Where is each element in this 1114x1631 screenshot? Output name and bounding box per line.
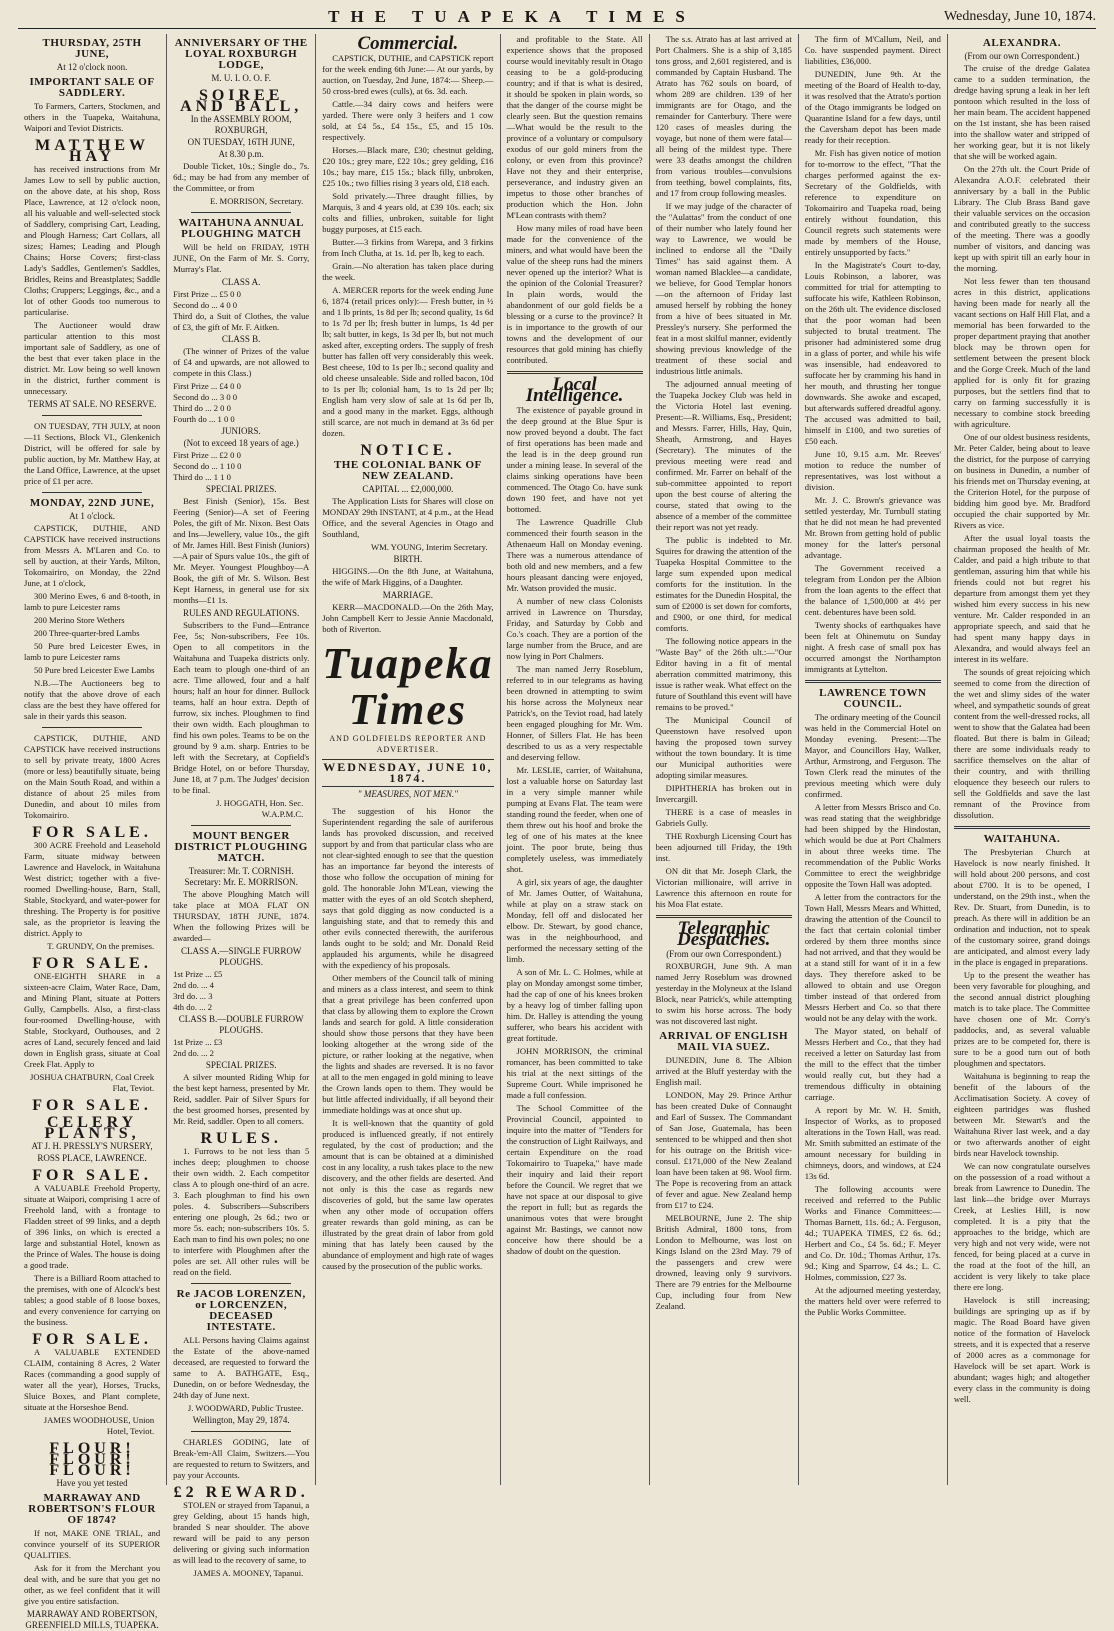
divider <box>954 826 1090 829</box>
article-paragraph: After the usual loyal toasts the chairman proposed the health of Mr. Calder, and paid a high tribute to that gentleman, assuring him that while his friends could not but regret his departure from amongst them yet they wished him every success in his new venture. Mr. Calder responded in an appropriate speech, and said that he had spent many happy days in Alexandra, and would always feel an interest in its welfare. <box>953 533 1090 664</box>
soiree-tickets: Double Ticket, 10s.; Single do., 7s. 6d.; may be had from any member of the Committee, or from <box>173 161 310 193</box>
article-paragraph: Havelock is still increasing; buildings are springing up as if by magic. The Road Board have given notice of the formation of Havelock streets, and it is expected that a reserve of 2000 acres as a commonage for Havelock will be set apart. Work is abundant; wages high; and altogether every class in the community is doing well. <box>953 1295 1090 1404</box>
prize-line: 3rd do. ... 3 <box>173 991 213 1001</box>
prize-line: 2nd do. ... 2 <box>173 1048 214 1058</box>
lodge-order: M. U. I. O. O. F. <box>211 73 271 83</box>
column-5 <box>650 34 799 1485</box>
article-paragraph: If we may judge of the character of the "Aulattas" from the conduct of one of their number who lately found her way to Lawrence, we would be inclined to endorse all the "Daily Times" has said against them. A woman named Blacklee—a candidate, we believe, for Good Templar honors—on the afternoon of Friday last amused herself by robbing the honey from a hive of bees situated in Mr. Pressley's nursery. She performed the feat in a most skilful manner, evidently showing previous knowledge of the treatment of these social and industrious little animals. <box>655 201 792 376</box>
prize-line: First Prize ... £4 0 0 <box>173 381 241 391</box>
waitahuna-heading: WAITAHUNA. <box>983 833 1061 845</box>
soiree-time: At 8.30 p.m. <box>218 149 264 159</box>
column-6 <box>799 34 948 1485</box>
article-paragraph: Sold privately.—Three draught fillies, by Marquis, 3 and 4 years old, at £39 10s. each; six colts and fillies, unbroken, suitable for light buggy purposes, at £15 each. <box>322 191 494 234</box>
reward-heading: £2 REWARD. <box>173 1484 309 1501</box>
claim-for-sale: A VALUABLE EXTENDED CLAIM, containing 8 Acres, 2 Water Races (commanding a good supply of water all the year), Horses, Trucks, Sluice Boxes, and Plant complete, situate at the Horseshoe Bend. <box>24 1347 161 1412</box>
capstick-text: CAPSTICK, DUTHIE, AND CAPSTICK have received instructions from Messrs A. M'Laren and Co. to sell by auction, at their Yards, Milton, Tokomairiro, on Monday, the 22nd June, at 1 o'clock, <box>24 523 161 588</box>
article-paragraph: A letter from the contractors for the Town Hall, Messrs Mears and Whitted, drawing the attention of the Council to the fact that certain colonial timber ordered by them three months since had not arrived, and that they would be at a stand still for want of it in a few days. They therefore asked to be allowed to obtain and use Oregon timber instead of that ordered from Messrs Herbert and Co. so that there would not be any delay with the work. <box>804 892 941 1023</box>
article-paragraph: THE Roxburgh Licensing Court has been adjourned till Friday, the 19th inst. <box>655 831 792 863</box>
flour-question: Have you yet tested <box>56 1478 128 1488</box>
editorial-paragraph: The suggestion of his Honor the Superintendent regarding the sale of auriferous lands has provoked discussion, and received support by and from that particular class who are not clear-sighted enough to see that the question has an importance far beyond the interests of those who follow the occupation of mining for gold. The honorable John M'Lean, viewing the matter with the eyes of an old Scotch shepherd, says that gold digging as now conducted is a languishing state, and that to remedy this and other evils connected therewith, the auriferous lands ought to be sold; and Mr. Donald Reid applauded his arguments, while he disagreed with the expediency of his proposals. <box>322 806 494 970</box>
bank-heading: THE COLONIAL BANK OF NEW ZEALAND. <box>333 459 482 482</box>
flour-firm: MARRAWAY AND ROBERTSON'S FLOUR OF 1874? <box>28 1492 156 1526</box>
section-heading-telegraphic: Telegraphic Despatches. <box>676 918 771 950</box>
celery-heading: CELERY PLANTS, <box>44 1114 140 1142</box>
article-paragraph: The ordinary meeting of the Council was held in the Commercial Hotel on Monday evening. Present:—The Mayor, and Councillors Hay, Walker, Arthur, Armstrong, and Ferguson. The Town Clerk read the minutes of the previous meeting which were duly confirmed. <box>804 712 941 799</box>
article-paragraph: A girl, six years of age, the daughter of Mr. James Outter, of Waitahuna, while at play on a straw stack on Monday, fell off and dislocated her elbow. Dr. Stewart, by good chance, was in the neighbourhood, and performed the necessary setting of the limb. <box>506 877 643 964</box>
section-subheading: (From our own Correspondent.) <box>964 51 1080 61</box>
section-heading-local: Local Intelligence. <box>525 374 624 406</box>
article-paragraph: Waitahuna is beginning to reap the benefit of the labours of the Acclimatisation Society. A covey of eighteen partridges was flushed between Mr. Stewart's and the Waitahuna River last week, and a day or two afterwards another of eight birds near Havelock township. <box>953 1071 1090 1158</box>
article-paragraph: MELBOURNE, June 2. The ship British Admiral, 1800 tons, from London to Melbourne, was lost on Kings Island on the 23rd May. 79 of the passengers and crew were drowned, leaving only 9 survivors. There are 79 entries for the Melbourne Cup, including four from New Zealand. <box>655 1213 792 1311</box>
article-paragraph: The man named Jerry Roseblum, referred to in our telegrams as having been drowned in attempting to swim his horse across the Molyneux near Patrick's, on the Teviot road, had lately been engaged ploughing for Mr. Wm. Honner, of Sillers Flat. He has been described to us as a very respectable and deserving fellow. <box>506 664 643 762</box>
class-heading: CLASS B. <box>221 334 261 344</box>
article-paragraph: A son of Mr. L. C. Holmes, while at play on Monday amongst some timber, had the cap of one of his knees broken by a heavy log of timber falling upon him. Dr. Halley is attending the young sufferer, who bears his accident with great fortitude. <box>506 967 643 1043</box>
advertiser-signature: WM. YOUNG, Interim Secretary. <box>370 542 488 552</box>
issue-date: Wednesday, June 10, 1874. <box>944 9 1096 24</box>
article-paragraph: The cruise of the dredge Galatea came to a sudden termination, the dredge having sprung a leak in her left pontoon which resulted in the loss of her main beam. The accident happened on the 1st instant, she has been raised into the shallow water and stripped of her working gear, but it is not likely that she will be worked again. <box>953 63 1090 161</box>
advertiser-signature: J. HOGGATH, Hon. Sec. W.A.P.M.C. <box>216 798 304 819</box>
bank-capital: CAPITAL ... £2,000,000. <box>362 484 454 494</box>
lodge-heading: ANNIVERSARY OF THE LOYAL ROXBURGH LODGE, <box>174 37 308 71</box>
article-paragraph: In the Magistrate's Court to-day, Louis Robinson, a laborer, was committed for trial for attempting to suffocate his wife, Kathleen Robinson, on the 26th ult. The evidence disclosed that the poor woman had been subjected to brutal treatment. The prisoner had administered some drug in a glass of porter, and while his wife was insensible, had endeavored to suffocate her by cramming his hand in her mouth, and thrusting her tongue downwards. She awoke and escaped, but afterwards suffered dreadful agony. The accused was admitted to bail, himself in £100, and two sureties of £50 each. <box>804 260 941 446</box>
masthead-motto: " MEASURES, NOT MEN." <box>357 789 458 799</box>
birth-heading: BIRTH. <box>393 554 423 564</box>
sheep-lot: 300 Merino Ewes, 6 and 8-tooth, in lamb to pure Leicester rams <box>24 591 161 612</box>
article-paragraph: A. MERCER reports for the week ending June 6, 1874 (retail prices only):— Fresh butter, in ½ and 1 lb prints, 1s 8d per lb; second quality, 1s 6d to 1s 7d per lb; fresh butter in lumps, 1s 4d per lb; salt butter, in kegs, 1s 3d per lb, but not much asked after, excepting orders. The supply of fresh butter has fallen off very considerably this week. Best cheese, 10d to 1s per lb.; second quality and old cheese unsaleable. Side and rolled bacon, 10d to 1s per lb; colonial ham, 1s to 1s 2d per lb; English ham very slow of sale at 1s 6d per lb, and a good many in the market. Eggs, although still scarce, are not much in demand at 3s 6d per dozen. <box>322 285 494 438</box>
article-paragraph: The Lawrence Quadrille Club commenced their fourth season in the Athenaeum Hall on Monday evening. There was a numerous attendance of both old and new members, and a few hours pleasant dancing were enjoyed, Mr. Watson provided the music. <box>506 517 643 593</box>
july-sale: ON TUESDAY, 7TH JULY, at noon—11 Sections, Block VI., Glenkenich District, will be offered for sale by public auction, by Mr. Matthew Hay, at the Land Office, Lawrence, at the upset price of £1 per acre. <box>24 421 161 486</box>
flour-heading: FLOUR! FLOUR! FLOUR! <box>49 1440 135 1479</box>
advertiser-signature: JAMES WOODHOUSE, Union Hotel, Teviot. <box>43 1415 155 1436</box>
saddlery-text: has received instructions from Mr James Low to sell by public auction, on the above date, at his shop, Ross Place, Lawrence, at 12 o'clock noon, all his valuable and well-selected stock of Saddlery, comprising Cart, Leading, and Plough Harness; Cart Collars, all sizes; Hames; Leading and Plough Chains; Horse Covers; first-class Lady's Saddles, Gentlemen's Saddles, Bridles, Reins and Breastplates; Saddle Cloths; Cruppers; Leggings, &c., and a lot of other Goods too numerous to particularise. <box>24 164 161 317</box>
arrival-heading: ARRIVAL OF ENGLISH MAIL VIA SUEZ. <box>659 1030 789 1053</box>
article-paragraph: DIPHTHERIA has broken out in Invercargill. <box>655 783 792 804</box>
sale-time: At 12 o'clock noon. <box>56 62 128 72</box>
prize-line: 1st Prize ... £3 <box>173 1037 223 1047</box>
sale-terms: TERMS AT SALE. NO RESERVE. <box>27 399 157 409</box>
editorial-paragraph: It is well-known that the quantity of gold produced is influenced greatly, if not entirely regulated, by the cost of production; and the amount that is can be obtained at a diminished cost in any locality, a rush takes place to the new discovery, and the other fields are deserted. And not only is this the case as regards new discoveries of gold, but the same law operates when any other mode of occupation offers greater rewards than gold mining, as can be illustrated by the great drain of labor from gold mining that has lately been caused by the abundance of employment and high rate of wages caused by the prosecution of the public works. <box>322 1118 494 1271</box>
article-paragraph: Mr. LESLIE, carrier, of Waitahuna, lost a valuable horse on Saturday last in a very simple manner while pumping at Evans Flat. The team were standing round the feeder, when one of them threw out his hoof and broke the leg of one of his mates at the knee joint. The poor brute, being thus completely useless, was immediately shot. <box>506 765 643 874</box>
prize-line: First Prize ... £2 0 0 <box>173 450 241 460</box>
article-paragraph: The adjourned annual meeting of the Tuapeka Jockey Club was held in the Victoria Hotel last evening. Present:—R. Williams, Esq., President; and Messrs. Farrer, Hills, Hay, Quin, Sheath, Armstrong, and Hayes (Secretary). The minutes of the previous meeting were read and confirmed. Mr. Farrer on behalf of the sub-committee appointed to report upon the best course of altering the course, stated that owing to the absence of a member of the committee their report was not yet ready. <box>655 379 792 532</box>
flour-trial: If not, MAKE ONE TRIAL, and convince yourself of its SUPERIOR QUALITIES. <box>24 1528 161 1560</box>
column-1 <box>18 34 167 1630</box>
article-paragraph: DUNEDIN, June 9th. At the meeting of the Board of Health to-day, it was resolved that the Atrato's portion of the Otago immigrants be lodged on Quarantine Island for a few days, until the Caversham depot has been made ready for their reception. <box>804 69 941 145</box>
column-2 <box>167 34 316 1578</box>
article-paragraph: The Government received a telegram from London per the Albion from the loan agents to the effect that the balance of 1,500,000 at 4½ per cent. debentures have been sold. <box>804 563 941 617</box>
article-paragraph: A report by Mr. W. H. Smith, Inspector of Works, as to proposed alterations in the Town Hall, was read. Mr. Smith submitted an estimate of the amount necessary for building in chimneys, doors, and windows, at £24 13s 6d. <box>804 1105 941 1181</box>
article-paragraph: ON dit that Mr. Joseph Clark, the Victorian millionaire, will arrive in Lawrence this afternoon en route for his Moa Flat estate. <box>655 866 792 909</box>
article-paragraph: LONDON, May 29. Prince Arthur has been created Duke of Connaught and Earl of Sussex. The Commandant of San Jose, Guatemala, has been sentenced to be whipped and then shot for his outrage on the British vice-consul. £171,000 of the New Zealand loan have been taken at 98. Wool firm. The Pope is recovering from an attack of fever and ague. New Zealand hemp from £17 to £24. <box>655 1090 792 1210</box>
notice-heading: NOTICE. <box>360 442 456 459</box>
ploughing-heading: WAITAHUNA ANNUAL PLOUGHING MATCH <box>178 217 304 240</box>
article-paragraph: Cattle.—34 dairy cows and heifers were yarded. There were only 3 heifers and 1 cow sold, at £4 5s., £4 15s., £5, and 15 10s. respectively. <box>322 99 494 142</box>
article-paragraph: The firm of M'Callum, Neil, and Co. have suspended payment. Direct liabilities, £36,000. <box>804 34 941 66</box>
marriage-text: KERR—MACDONALD.—On the 26th May, John Campbell Kerr to Jessie Annie Macdonald, both of Riverton. <box>322 602 494 634</box>
class-heading: CLASS B.—DOUBLE FURROW PLOUGHS. <box>178 1014 304 1035</box>
sheep-lot: 50 Pure bred Leicester Ewes, in lamb to pure Leicester rams <box>24 641 161 662</box>
section-subheading: (From our own Correspondent.) <box>666 949 782 959</box>
sheep-lot: 50 Pure bred Leicester Ewe Lambs <box>34 665 155 675</box>
monday-sale-date: MONDAY, 22ND JUNE, <box>29 497 155 509</box>
estate-text: ALL Persons having Claims against the Estate of the above-named deceased, are requested to forward the same to A. BATHGATE, Esq., Dunedin, on or before Wednesday, the 24th day of June next. <box>173 1335 310 1400</box>
for-sale-heading: FOR SALE. <box>32 955 152 972</box>
article-paragraph: JOHN MORRISON, the criminal romancer, has been committed to take his trial at the next sittings of the Supreme Court. While imprisoned he made a full confession. <box>506 1046 643 1100</box>
class-note: (The winner of Prizes of the value of £4 and upwards, are not allowed to compete in this Class.) <box>173 346 310 378</box>
birth-text: HIGGINS.—On the 8th June, at Waitahuna, the wife of Mark Higgins, of a Daughter. <box>322 566 494 587</box>
divider <box>42 727 142 728</box>
sheep-lot: 200 Merino Store Wethers <box>34 615 125 625</box>
advertiser-signature: JOSHUA CHATBURN, Coal Creek Flat, Teviot. <box>29 1072 155 1093</box>
masthead-subtitle: AND GOLDFIELDS REPORTER AND ADVERTISER. <box>329 734 487 754</box>
masthead <box>322 641 493 800</box>
flour-ask: Ask for it from the Merchant you deal with, and be sure that you get no other, as we feel confident that it will give you entire satisfaction. <box>24 1563 161 1606</box>
auctioneer-name: MATTHEW HAY <box>35 137 150 165</box>
advertiser-signature: E. MORRISON, Secretary. <box>210 196 304 206</box>
prize-line: 1st Prize ... £5 <box>173 969 223 979</box>
article-paragraph: THERE is a case of measles in Gabriels Gully. <box>655 807 792 828</box>
capstick-note: N.B.—The Auctioneers beg to notify that the above drove of each class are the best they have offered for sale in their yards this season. <box>24 678 161 721</box>
class-heading: CLASS A.—SINGLE FURROW PLOUGHS. <box>181 946 302 967</box>
rules-text: 1. Furrows to be not less than 5 inches deep; ploughmen to choose their own width. 2. Each competitor class A to plough one-third of an acre. 3. Each ploughman to find his own poles. 4. Subscribers—Subscribers entering one plough, 2s 6d.; two or more 5s. each; non-subscribers 10s. 5. Each man to find his own poles; no one to interfere with Ploughmen after the poles are set. All other rules will be read on the field. <box>173 1146 310 1277</box>
special-prizes-heading: SPECIAL PRIZES. <box>205 484 277 494</box>
divider <box>191 212 291 213</box>
prize-line: Third do ... 2 0 0 <box>173 403 231 413</box>
for-sale-heading: FOR SALE. <box>32 1097 152 1114</box>
rules-text: Subscribers to the Fund—Entrance Fee, 5s; Non-subscribers, Fee 10s. Open to all competitors in the Waitahuna and Tuapeka districts only. Each team to plough one-third of an acre. Time allowed, four and a half hours; half an hour for dinner. Bullock teams, half an hour extra. Depth of furrow, six inches. Ploughmen to find their own width. Each ploughman to find his own poles. Teams to be on the ground by 9 a.m. sharp. Entries to be left with the Secretary, at Copfield's Bridge Hotel, on or before Thursday, June 18, at 7 p.m. The Judges' decision to be final. <box>173 620 310 795</box>
article-paragraph: A number of new class Colonists arrived in Lawrence on Thursday, Friday, and Saturday by Cobb and Co.'s coach. They are a portion of the large number from the Bruce, and are now lying in Port Chalmers. <box>506 596 643 661</box>
advertiser-signature: J. WOODWARD, Public Trustee. <box>187 1403 304 1413</box>
ploughing-text: Will be held on FRIDAY, 19TH JUNE, On the Farm of Mr. S. Corry, Murray's Flat. <box>173 242 310 274</box>
saddlery-heading: IMPORTANT SALE OF SADDLERY. <box>29 76 155 99</box>
council-heading: LAWRENCE TOWN COUNCIL. <box>819 687 927 710</box>
article-paragraph: On the 27th ult. the Court Pride of Alexandra A.O.F. celebrated their anniversary by a ball in the Public Library. The Club Brass Band gave their valuable services on the occasion and contributed greatly to the success of the meeting. There was a goodly number of visitors, and dancing was kept up with spirit till an early hour in the morning. <box>953 164 1090 273</box>
page-header <box>18 6 1096 29</box>
special-prizes-text: A silver mounted Riding Whip for the best kept harness, presented by Mr. Reid, saddler. Pair of Silver Spurs for the best groomed horses, presented by Mr. Reid, saddler. Open to all comers. <box>173 1072 310 1126</box>
article-paragraph: Not less fewer than ten thousand acres in this district, applications having been made for nearly all the vacant sections on Half Hill Flat, and a memorial has been forwarded to the proper department praying that another block may be thrown open for settlement between the present block and the Gorge Creek. Much of the land applied for is only fit for grazing purposes, but the settlers find that to carry on farming successfully it is necessary to combine stock breeding with agriculture. <box>953 276 1090 429</box>
prize-line: Second do ... 1 10 0 <box>173 461 242 471</box>
columns <box>18 33 1096 1630</box>
prize-line: Second do ... 3 0 0 <box>173 392 238 402</box>
prize-line: Third do, a Suit of Clothes, the value of £3, the gift of Mr. F. Aitken. <box>173 311 310 332</box>
benger-text: The above Ploughing Match will take place at MOA FLAT ON THURSDAY, 18TH JUNE, 1874. When the following Prizes will be awarded— <box>173 889 310 943</box>
marriage-heading: MARRIAGE. <box>382 590 433 600</box>
article-paragraph: The following notice appears in the "Waste Bay" of the 26th ult.:—"Our Editor having in a fit of mental aberration committed matrimony, this issue is rather weak. What effect on the future of Southland this event will have remains to be proved." <box>655 636 792 712</box>
article-paragraph: The following accounts were received and referred to the Public Works and Finance Committees:—Thomas Barnett, 11s. 6d.; A. Ferguson, 4d.; TUAPEKA TIMES, £2 6s. 6d.; Herbert and Co., £4 5s. 6d.; F. Meyer and Co. Dr. 10d.; Thomas Arthur, 17s. 9d.; King and Sparrow, £4 4s.; L. C. Holmes, commission, £27 3s. <box>804 1184 941 1282</box>
article-paragraph: At the adjourned meeting yesterday, the matters held over were referred to the Public Works Committee. <box>804 1285 941 1317</box>
article-paragraph: The existence of payable ground in the deep ground at the Blue Spur is now proved beyond a doubt. The fact of first operations has been made and the lead is in the deep ground run under a mining lease. In several of the claims sinking operations have been commenced. The Otago Co. have sunk down 190 feet, and have not yet bottomed. <box>506 405 643 514</box>
divider <box>805 680 941 683</box>
alexandra-heading: ALEXANDRA. <box>982 37 1061 49</box>
class-note: (Not to exceed 18 years of age.) <box>183 438 299 448</box>
saddlery-note: The Auctioneer would draw particular attention to this most important sale of Saddlery, as one of the best that ever taken place in the district. Mr. Low being so well known in the district, further comment is unnecessary. <box>24 320 161 396</box>
sheep-lot: 200 Three-quarter-bred Lambs <box>34 628 140 638</box>
notice-date: Wellington, May 29, 1874. <box>192 1415 290 1425</box>
editorial-paragraph: and profitable to the State. All experience shows that the proposed course would inevitably result in Otago ceasing to be a gold-producing country; and if that is what is desired, it should be spoken in plain words, so that the danger of the course might be clearly seen. But the question remains—What would be the result to the province of a voluntary or compulsory exodus of our gold miners from the colony, or even from this province? Have not they and their enterprise, perseverance, and industry given an impetus to those other branches of production which the Hon. John M'Lean contrasts with them? <box>506 34 643 220</box>
private-treaty: CAPSTICK, DUTHIE, AND CAPSTICK have received instructions to sell by private treaty, 1800 Acres (more or less) beautifully situate, being on the Main South Road, and within a distance of about 25 miles from Dunedin, and about 10 miles from Tokomairiro. <box>24 733 161 820</box>
article-paragraph: Mr. Fish has given notice of motion for to-morrow to the effect, "That the charges performed against the ex-Secretary of the Goldfields, with reference to expenditure on Tokomairiro and Tuapeka road, being entirely without foundation, this Council regrets such statements were made by members of the House, entirely unsupported by facts." <box>804 148 941 257</box>
class-heading: JUNIORS. <box>221 426 261 436</box>
divider <box>191 1283 291 1284</box>
estate-heading: Re JACOB LORENZEN, or LORCENZEN, DECEASED INTESTATE. <box>176 1288 306 1333</box>
for-sale-heading: FOR SALE. <box>32 1331 152 1348</box>
prize-line: First Prize ... £5 0 0 <box>173 289 241 299</box>
article-paragraph: Mr. J. C. Brown's grievance was settled yesterday, Mr. Turnbull stating that he did not mean he had prevented Mr. Brown from getting hold of public money for the latter's personal advantage. <box>804 495 941 560</box>
article-paragraph: Butter.—3 firkins from Warepa, and 3 firkins from Inch Clutha, at 1s. 1d. per lb, keg to each. <box>322 237 494 258</box>
column-3 <box>316 34 500 1485</box>
masthead-date: WEDNESDAY, JUNE 10, 1874. <box>323 760 493 785</box>
prize-line: 2nd do. ... 4 <box>173 980 214 990</box>
divider <box>42 492 142 493</box>
prize-line: 4th do. ... 2 <box>173 1002 213 1012</box>
farm-for-sale: 300 ACRE Freehold and Leasehold Farm, situate midway between Lawrence and Havelock, in Waitahuna West district; together with a five-roomed Dwelling-house, Barn, Stall, Stable, Stockyard, and water-power for threshing. The Property is for positive sale, as the proprietor is leaving the district. Apply to <box>24 840 161 938</box>
column-7 <box>948 34 1096 1485</box>
nursery-name: AT J. H. PRESSLY'S NURSERY, <box>31 1141 153 1151</box>
benger-heading: MOUNT BENGER DISTRICT PLOUGHING MATCH. <box>174 830 308 864</box>
special-prizes-heading: SPECIAL PRIZES. <box>205 1060 277 1070</box>
section-heading-commercial: Commercial. <box>357 33 459 54</box>
article-paragraph: Grain.—No alteration has taken place during the week. <box>322 261 494 282</box>
soiree-heading: SOIREE AND BALL, <box>180 87 303 115</box>
soiree-date: ON TUESDAY, 16TH JUNE, <box>187 137 295 147</box>
benger-officers: Treasurer: Mr. T. CORNISH. Secretary: Mr. E. MORRISON. <box>184 866 298 887</box>
share-for-sale: ONE-EIGHTH SHARE in a sixteen-acre Claim, Water Race, Dam, and Mining Plant, situate at Potters Gully, Campbells. Also, a first-class four-roomed Dwelling-house, with Stable, Stockyard, Outhouses, and 2 acres of Land, securely fenced and laid down in English grass, situate at Coal Creek Flat. Apply to <box>24 971 161 1069</box>
article-paragraph: We can now congratulate ourselves on the possession of a road without a break from Lawrence to Dunedin. The last link—the bridge over Murrays Creek, at Leslies Hill, is now completed. It is a pity that the approaches to the bridge, which are very high and not very wide, were not fenced, for being placed at a curve in the road at the foot of the hill, an accident is very likely to take place there ere long. <box>953 1161 1090 1292</box>
rules-heading: RULES AND REGULATIONS. <box>183 608 300 618</box>
class-heading: CLASS A. <box>221 277 261 287</box>
divider <box>42 415 142 416</box>
article-paragraph: ROXBURGH, June 9th. A man named Jerry Roseblum was drowned yesterday in the Molyneux at the Island Block, near Patrick's, while attempting to swim his horse across. The body was not discovered last night. <box>655 961 792 1026</box>
rules-heading: RULES. <box>200 1130 282 1147</box>
soiree-place: In the ASSEMBLY ROOM, ROXBURGH, <box>190 114 292 135</box>
article-paragraph: A letter from Messrs Brisco and Co. was read stating that the weighbridge had been shipped by the Hindostan, which would be due at Port Chalmers in about three weeks time. The recommendation of the Public Works Committee to erect the weighbridge opposite the Town Hall was adopted. <box>804 802 941 889</box>
flour-signature: MARRAWAY AND ROBERTSON, GREENFIELD MILLS, TUAPEKA. <box>25 1609 159 1630</box>
prize-line: Fourth do ... 1 0 0 <box>173 414 235 424</box>
freehold-for-sale: A VALUABLE Freehold Property, situate at Waipori, comprising 1 acre of Freehold land, with a frontage to Fladden street of 99 links, and a depth of 396 links, on which is erected a large and substantial Hotel, known as the Prince of Wales. The house is doing a good trade. <box>24 1183 161 1270</box>
article-paragraph: DUNEDIN, June 8. The Albion arrived at the Bluff yesterday with the English mail. <box>655 1055 792 1087</box>
monday-sale-time: At 1 o'clock. <box>69 511 115 521</box>
article-paragraph: Twenty shocks of earthquakes have been felt at Ohinemutu on Sunday night. A fresh case of small pox has occurred amongst the Northampton immigrants at Lyttelton. <box>804 620 941 674</box>
article-paragraph: The Presbyterian Church at Havelock is now nearly finished. It will hold about 200 persons, and cost about £700. It is to be opened, I understand, on the 29th inst., when the Rev. Dr. Stuart, from Dunedin, is to preach. As there will in addition be an ordination and induction, not to speak of the customary soiree, grand doings are anticipated, and almost every lady in the place is engaged in preparations. <box>953 847 1090 967</box>
sale-date: THURSDAY, 25TH JUNE, <box>42 37 142 60</box>
article-paragraph: The s.s. Atrato has at last arrived at Port Chalmers. She is a ship of 3,185 tons gross, and 2,601 registered, and is commanded by Captain Husband. The Atrato has 762 souls on board, of whom 289 are children. 139 of her immigrants are for Otago, and the remainder for Canterbury. There were 120 cases of measles during the voyage, but none of them were fatal—all being of the mildest type. There were 33 deaths amongst the children from various troubles—convulsions from teething, bowel complaints, fits, and 17 from croup following measles. <box>655 34 792 198</box>
stolen-text: STOLEN or strayed from Tapanui, a grey Gelding, about 15 hands high, branded S near shoulder. The above reward will be paid to any person delivering or giving such information as will lead to the recovery of same, to <box>173 1500 310 1565</box>
article-paragraph: The Mayor stated, on behalf of Messrs Herbert and Co., that they had received a letter on Saturday last from the mill to the effect that the timber would really cut, but they had a tremendous difficulty in obtaining carriage. <box>804 1026 941 1102</box>
column-4 <box>501 34 650 1485</box>
for-sale-heading: FOR SALE. <box>32 1167 152 1184</box>
newspaper-running-title: THE TUAPEKA TIMES <box>328 7 696 26</box>
advertiser-signature: JAMES A. MOONEY, Tapanui. <box>193 1568 304 1578</box>
divider <box>191 1431 291 1432</box>
divider <box>191 825 291 826</box>
editorial-paragraph: Other members of the Council talk of mining and miners as a class interest, and seem to think that a great privilege has been conferred upon that class by allowing them to explore the Crown lands and search for gold. A little consideration should show those persons that they have been looking altogether at the wrong side of the picture, or rather looking at the negative, when the lights and shades are reversed. It is no favor at all to the men engaged in gold mining to leave the Crown lands open to them. They would be but little affected individually, if all beyond their immediate holdings was at once shut up. <box>322 973 494 1115</box>
article-paragraph: The public is indebted to Mr. Squires for drawing the attention of the Tuapeka Hospital Committee to the large sum expended upon medical comforts for the institution. In the estimates for the Dunedin Hospital, the sum of £2000 is set down for comforts, and £900, or one third, for medical comforts. <box>655 535 792 633</box>
advertiser-signature: T. GRUNDY, On the premises. <box>47 941 155 951</box>
saddlery-intro: To Farmers, Carters, Stockmen, and others in the Tuapeka, Waitahuna, Waipori and Teviot Districts. <box>24 101 161 133</box>
article-paragraph: June 10, 9.15 a.m. Mr. Reeves' motion to reduce the number of representatives, was lost without a division. <box>804 449 941 492</box>
article-paragraph: The Municipal Council of Queenstown have resolved upon having the proposed town survey without the town boundary. It is time our Municipal authorities were adopting similar measures. <box>655 715 792 780</box>
article-paragraph: Up to the present the weather has been very favorable for ploughing, and the second annual district ploughing match is to take place. The Committee have chosen one of Mr. Corry's paddocks, and, as several valuable prizes are to be competed for, there is sure to be a good turn out of both ploughmen and spectators. <box>953 970 1090 1068</box>
prize-line: Third do ... 1 1 0 <box>173 472 231 482</box>
editorial-paragraph: How many miles of road have been made for the convenience of the miners, and what would have been the value of the sheep runs had the miners never opened up the interior? What is the opinion of the Colonial Treasurer? In plain words, would the abandonment of our gold fields be a blessing or a curse to the province? It is in importance to the growth of our towns and the development of our resources that gold mining has chiefly contributed. <box>506 223 643 365</box>
goding-notice: CHARLES GODING, late of Break-'em-All Claim, Switzers.—You are requested to return to Switzers, and pay your Accounts. <box>173 1437 310 1480</box>
article-paragraph: Horses.—Black mare, £30; chestnut gelding, £20 10s.; grey mare, £22 10s.; grey gelding, £16 10s.; bay mare, £15 15s.; black filly, unbroken, £25 10s.; two fillies rising 3 years old, £18 each. <box>322 145 494 188</box>
billiard-text: There is a Billiard Room attached to the premises, with one of Alcock's best tables; a good stable of 8 loose boxes, and every convenience for carrying on the business. <box>24 1273 161 1327</box>
prize-line: Second do ... 4 0 0 <box>173 300 238 310</box>
nursery-address: ROSS PLACE, LAWRENCE. <box>37 1153 147 1163</box>
article-paragraph: One of our oldest business residents, Mr. Peter Calder, being about to leave the district, for the purpose of carrying on business in Dunedin, a number of his friends met on Thursday evening, at the Criterion Hotel, for the purpose of bidding him good bye. Mr. Bradford occupied the chair supported by Mr. Rivers as vice. <box>953 432 1090 530</box>
article-paragraph: CAPSTICK, DUTHIE, and CAPSTICK report for the week ending 6th June:— At our yards, by auction, on Tuesday, 2nd June, 1874:— Sheep.—50 cross-bred ewes (culls), at 6s. 3d. each. <box>322 53 494 96</box>
for-sale-heading: FOR SALE. <box>32 824 152 841</box>
special-prizes-text: Best Finish (Senior), 15s. Best Feering (Senior)—A set of Feering Poles, the gift of Mr. Nixon. Best Oats and Ins—Jewellery, value 10s., the gift of Mr. James Hill. Best Finish (Juniors)—A pair of Spurs value 10s., the gift of Mr. Meyer. Youngest Ploughboy—A Book, the gift of Mr. S. Wilson. Best Kept Harness, in general use for six months—£1 1s. <box>173 496 310 605</box>
article-paragraph: The School Committee of the Provincial Council, appointed to inquire into the matter of "Tenders for the construction of Light Railways, and certain Expenditure on the road Tokomairiro to Tuapeka," have made their inquiry and laid their report before the Council. We regret that we have not space at our disposal to give the report in full; but as regards the unanimous votes that were brought against Mr. Bastings, we cannot now conceive how there should be a shadow of doubt on the question. <box>506 1103 643 1256</box>
bank-text: The Application Lists for Shares will close on MONDAY 29th INSTANT, at 4 p.m., at the Head Office, and the several Agencies in Otago and Southland, <box>322 496 494 539</box>
masthead-title: Tuapeka Times <box>322 639 494 734</box>
article-paragraph: The sounds of great rejoicing which seemed to come from the direction of the wet and slimy sides of the water wheel, and sympathetic sounds of great content from the well-dressed rocks, all went to show that the Galatea had been floated. But there is balm in Gilead; there are some individuals ready to sacrifice themselves on the altar of their country, and with thrilling eloquence they beseech our rulers to sell the Goldfields and save the last remnant of the Province from dissolution. <box>953 667 1090 820</box>
